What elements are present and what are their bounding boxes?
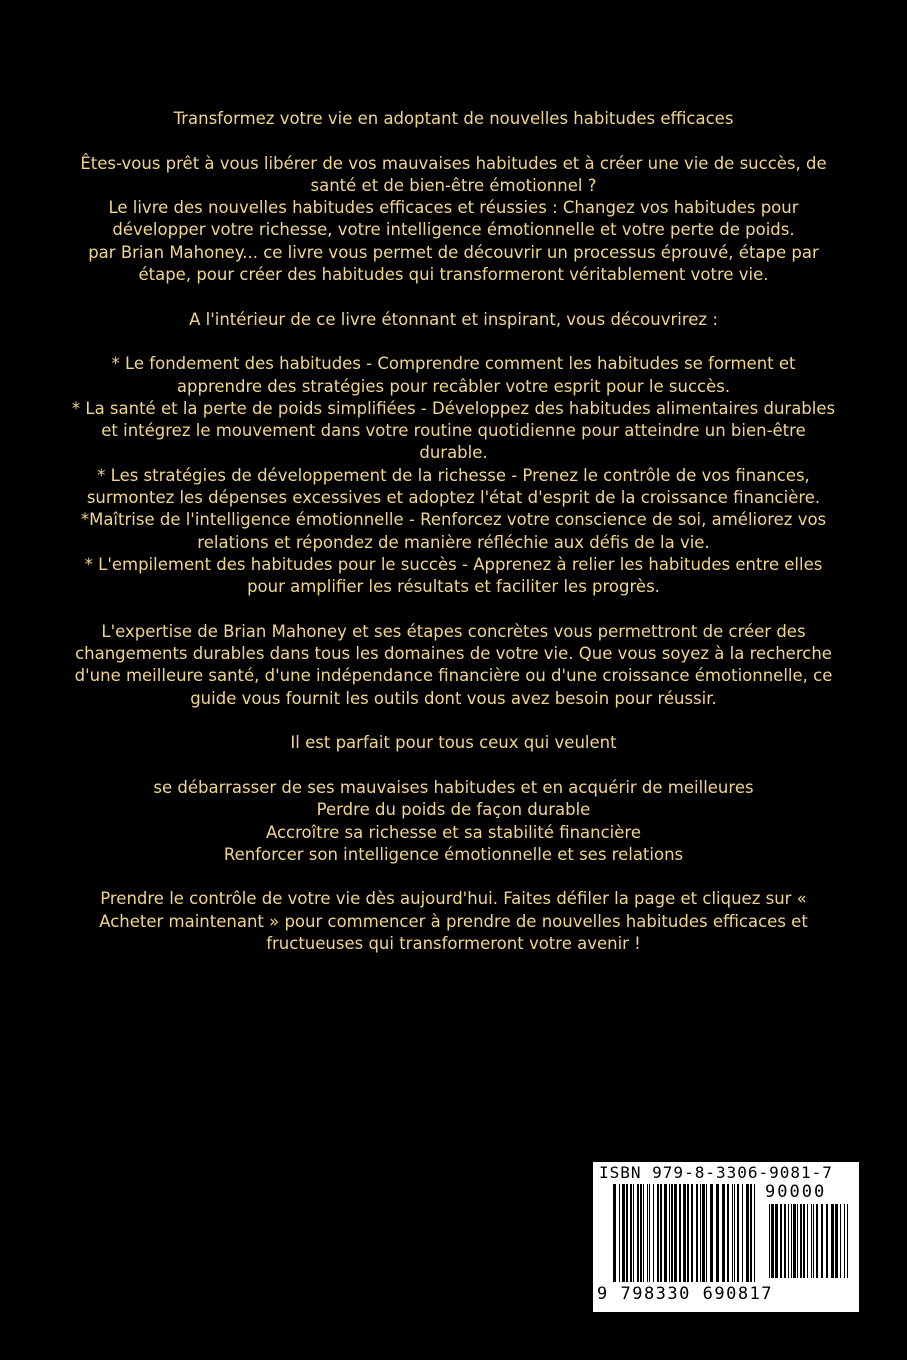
barcode-bar [835, 1204, 838, 1278]
bullet-line: et intégrez le mouvement dans votre routine quotidienne pour atteindre un bien-être [101, 421, 806, 441]
barcode-bar [613, 1184, 616, 1282]
ean-barcode-bars [613, 1184, 758, 1282]
cta-line: Prendre le contrôle de votre vie dès aujourd'hui. Faites défiler la page et cliquez sur « [100, 889, 807, 909]
barcode-bar [791, 1204, 792, 1278]
barcode-bar [746, 1184, 749, 1282]
bullet-line: * Les stratégies de développement de la richesse - Prenez le contrôle de vos finances, [97, 465, 810, 485]
barcode-bar [679, 1184, 681, 1282]
intro-line: par Brian Mahoney... ce livre vous permet de découvrir un processus éprouvé, étape par [88, 242, 819, 262]
barcode-bar [769, 1204, 770, 1278]
barcode-bar [722, 1184, 725, 1282]
barcode-bar [840, 1204, 841, 1278]
ean-digits: 9 798330 690817 [597, 1284, 774, 1304]
bullet-line: * L'empilement des habitudes pour le succès - Apprenez à relier les habitudes entre elles [84, 554, 823, 574]
barcode-bar [775, 1204, 778, 1278]
barcode-bar [671, 1184, 673, 1282]
barcode-bar [844, 1204, 845, 1278]
barcode-bar [706, 1184, 707, 1282]
barcode-bar [784, 1204, 786, 1278]
isbn-label: ISBN 979-8-3306-9081-7 [599, 1163, 833, 1182]
barcode-bar [803, 1204, 805, 1278]
back-cover-blurb [40, 108, 867, 955]
barcode-bar [647, 1184, 648, 1282]
audience-line: se débarrasser de ses mauvaises habitudes et en acquérir de meilleures [153, 777, 754, 797]
intro-line: Êtes-vous prêt à vous libérer de vos mauvaises habitudes et à créer une vie de succès, de [80, 153, 827, 173]
barcode-bar [640, 1184, 642, 1282]
discover-intro: A l'intérieur de ce livre étonnant et inspirant, vous découvrirez : [189, 309, 718, 329]
barcode-bar [811, 1204, 812, 1278]
bullet-line: apprendre des stratégies pour recâbler votre esprit pour le succès. [176, 376, 731, 396]
bullet-line: relations et répondez de manière réfléchie aux défis de la vie. [197, 532, 710, 552]
barcode-bar [637, 1184, 639, 1282]
isbn-barcode [593, 1162, 859, 1312]
barcode-bar [674, 1184, 677, 1282]
barcode-bar [831, 1204, 834, 1278]
barcode-bar [633, 1184, 634, 1282]
blurb-headline: Transformez votre vie en adoptant de nouvelles habitudes efficaces [173, 109, 734, 128]
barcode-bar [657, 1184, 659, 1282]
bullet-line: * La santé et la perte de poids simplifiées - Développez des habitudes alimentaires durables [71, 398, 836, 418]
barcode-bar [793, 1204, 796, 1278]
bullet-line: * Le fondement des habitudes - Comprendre comment les habitudes se forment et [111, 354, 796, 374]
barcode-bar [696, 1184, 698, 1282]
barcode-bar [813, 1204, 814, 1278]
barcode-bar [734, 1184, 735, 1282]
audience-line: Renforcer son intelligence émotionnelle et ses relations [223, 844, 684, 864]
barcode-bar [691, 1184, 693, 1282]
barcode-bar [771, 1204, 774, 1278]
expertise-line: d'une meilleure santé, d'une indépendance financière ou d'une croissance émotionnelle, ce [74, 666, 833, 686]
intro-line: santé et de bien-être émotionnel ? [310, 175, 597, 195]
addon-digits: 90000 [765, 1182, 827, 1202]
barcode-bar [626, 1184, 628, 1282]
expertise-line: L'expertise de Brian Mahoney et ses étapes concrètes vous permettront de créer des [101, 621, 806, 641]
bullet-line: surmontez les dépenses excessives et adoptez l'état d'esprit de la croissance financière. [86, 488, 821, 508]
barcode-bar [660, 1184, 662, 1282]
barcode-bar [816, 1204, 818, 1278]
barcode-bar [702, 1184, 705, 1282]
barcode-bar [700, 1184, 701, 1282]
barcode-bar [619, 1184, 620, 1282]
expertise-line: guide vous fournit les outils dont vous avez besoin pour réussir. [190, 688, 717, 708]
audience-intro: Il est parfait pour tous ceux qui veulent [290, 733, 617, 753]
barcode-bar [821, 1204, 823, 1278]
barcode-bar [664, 1184, 667, 1282]
barcode-bar [847, 1204, 848, 1278]
cta-line: Acheter maintenant » pour commencer à prendre de nouvelles habitudes efficaces et [99, 911, 808, 931]
audience-line: Accroître sa richesse et sa stabilité financière [265, 822, 641, 842]
barcode-bar [669, 1184, 670, 1282]
cta-line: fructueuses qui transformeront votre avenir ! [266, 933, 641, 953]
barcode-bar [780, 1204, 782, 1278]
barcode-bar [737, 1184, 739, 1282]
barcode-bar [750, 1184, 752, 1282]
barcode-bar [732, 1184, 733, 1282]
barcode-bar [727, 1184, 729, 1282]
expertise-line: changements durables dans tous les domaines de votre vie. Que vous soyez à la recherche [75, 644, 832, 664]
barcode-bar [826, 1204, 828, 1278]
barcode-bar [653, 1184, 654, 1282]
barcode-bar [716, 1184, 719, 1282]
barcode-bar [630, 1184, 632, 1282]
addon-barcode-bars [769, 1204, 851, 1278]
bullet-line: *Maîtrise de l'intelligence émotionnelle - Renforcez votre conscience de soi, améliorez vos [80, 510, 827, 530]
barcode-bar [622, 1184, 625, 1282]
barcode-bar [754, 1184, 755, 1282]
barcode-bar [742, 1184, 743, 1282]
audience-line: Perdre du poids de façon durable [316, 800, 591, 820]
barcode-bar [788, 1204, 789, 1278]
barcode-bar [683, 1184, 686, 1282]
barcode-bar [649, 1184, 650, 1282]
intro-line: étape, pour créer des habitudes qui transformeront véritablement votre vie. [138, 265, 769, 285]
bullet-line: pour amplifier les résultats et faciliter les progrès. [247, 577, 660, 597]
intro-line: développer votre richesse, votre intelligence émotionnelle et votre perte de poids. [112, 220, 795, 240]
barcode-bar [643, 1184, 644, 1282]
bullet-line: durable. [419, 443, 488, 463]
barcode-bar [687, 1184, 689, 1282]
intro-line: Le livre des nouvelles habitudes efficaces et réussies : Changez vos habitudes pour [108, 198, 799, 218]
barcode-bar [710, 1184, 713, 1282]
barcode-bar [807, 1204, 808, 1278]
barcode-bar [797, 1204, 798, 1278]
barcode-bar [800, 1204, 802, 1278]
